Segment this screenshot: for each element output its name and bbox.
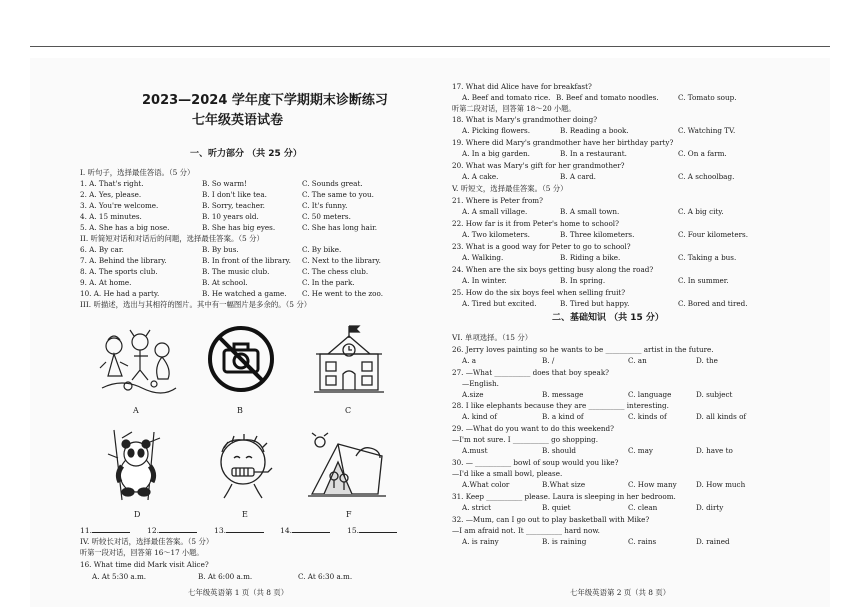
section1-heading: I. 听句子，选择最佳答语。（5 分） [80,168,195,177]
q29-reply: —I'm not sure. I __________ go shopping. [452,435,599,444]
page-2-footer: 七年级英语第 2 页（共 8 页） [570,588,671,597]
section6-heading: VI. 单项选择。（15 分） [452,333,533,342]
q27-reply: —English. [462,379,499,388]
question-21: 21. Where is Peter from? [452,196,543,205]
boy-brushing-teeth-icon [210,430,276,502]
pic-label-f: F [346,510,352,519]
section4-note: 听第一段对话，回答第 16～17 小题。 [80,548,204,557]
question-20: 20. What was Mary's gift for her grandmother? [452,161,625,170]
question-32: 32. —Mum, can I go out to play basketball with Mike? [452,515,650,524]
question-17: 17. What did Alice have for breakfast? [452,82,592,91]
answer-15[interactable]: 15. [347,524,397,535]
question-16: 16. What time did Mark visit Alice? [80,560,209,569]
section4-heading: IV. 听较长对话，选择最佳答案。（5 分） [80,537,214,546]
question-28: 28. I like elephants because they are __________ interesting. [452,401,669,410]
pic-label-e: E [242,510,248,519]
question-24: 24. When are the six boys getting busy along the road? [452,265,654,274]
section4-note2: 听第二段对话，回答第 18～20 小题。 [452,104,576,113]
question-29: 29. —What do you want to do this weekend? [452,424,614,433]
part2-heading: 二、基础知识 （共 15 分） [552,313,664,323]
q30-reply: —I'd like a small bowl, please. [452,469,563,478]
question-19: 19. Where did Mary's grandmother have her birthday party? [452,138,674,147]
section3-heading: III. 听描述，选出与其相符的图片。其中有一幅图片是多余的。（5 分） [80,300,312,309]
section5-heading: V. 听短文，选择最佳答案。（5 分） [452,184,568,193]
school-building-icon [314,324,384,396]
part1-heading: 一、听力部分 （共 25 分） [190,149,302,159]
children-playing-icon [98,326,178,398]
q32-reply: —I am afraid not. It __________ hard now. [452,526,600,535]
question-22: 22. How far is it from Peter's home to school? [452,219,619,228]
exam-title: 2023—2024 学年度下学期期末诊断练习 [142,93,388,108]
question-27: 27. —What __________ does that boy speak? [452,368,610,377]
answer-12[interactable]: 12. [147,524,197,535]
question-30: 30. — __________ bowl of soup would you like? [452,458,619,467]
panda-icon [104,428,170,502]
pic-label-b: B [237,406,243,415]
pic-label-d: D [134,510,141,519]
pic-label-a: A [133,406,139,415]
question-26: 26. Jerry loves painting so he wants to be __________ artist in the future. [452,345,714,354]
page-1-footer: 七年级英语第 1 页（共 8 页） [188,588,289,597]
exam-subtitle: 七年级英语试卷 [192,113,284,128]
top-rule [30,46,830,47]
section2-heading: II. 听简短对话和对话后的问题，选择最佳答案。（5 分） [80,234,264,243]
answer-14[interactable]: 14. [280,524,330,535]
pic-label-c: C [345,406,352,415]
answer-13[interactable]: 13. [214,524,264,535]
question-23: 23. What is a good way for Peter to go to school? [452,242,631,251]
no-photos-icon [206,324,276,394]
answer-11[interactable]: 11. [80,524,130,535]
question-18: 18. What is Mary's grandmother doing? [452,115,598,124]
exam-sheet: 2023—2024 学年度下学期期末诊断练习 七年级英语试卷 一、听力部分 （共 25 分） I. 听句子，选择最佳答语。（5 分） 1. A. That's right. B. So warm! C. Sounds great. 2. A. Yes, please. B. I don't like tea. C. The same to you. 3. A. You're welcome. B. Sorry, teacher. C. It's funny. 4. A. 15 minutes. B. 10 years old. C. 50 meters. 5. A. She has a big nose. B. She has big eyes. C. She has long hair. II. 听简短对话和对话后的问题，选择最佳答案。（5 分） 6. A. By car. B. By bus. C. By bike. 7. A. Behind the library. B. In front of the library. C. Next to the library. 8. A. The sports club. B. The music club. C. The chess club. 9. A. At home. B. At school. C. In the park. 10. A. He had a party. B. He watched a game. C. He went to the zoo. III. 听描述，选出与其相符的图片。其中有一幅图片是多余的。（5 分） A B C D E F 11. 12. 13. 14. 15. IV. 听较长对话，选择最佳答案。（5 分） 听第一段对话，回答第 16～17 小题。 16. What time did Mark visit Alice? A. At 5:30 a.m. B. At 6:00 a.m. C. At 6:30 a.m. 七年级英语第 1 页（共 8 页） 17. What did Alice have for breakfast? A. Beef and tomato rice. B. Beef and tomato noodles. C. Tomato soup. 听第二段对话，回答第 18～20 小题。 18. What is Mary's grandmother doing? A. Picking flowers. B. Reading a book. C. Watching TV. 19. Where did Mary's grandmother have her birthday party? A. In a big garden. B. In a restaurant. C. On a farm. 20. What was Mary's gift for her grandmother? A. A cake. B. A card. C. A schoolbag. V. 听短文，选择最佳答案。（5 分） 21. Where is Peter from? A. A small village. B. A small town. C. A big city. 22. How far is it from Peter's home to school? A. Two kilometers. B. Three kilometers. C. Four kilometers. 23. What is a good way for Peter to go to school? A. Walking. B. Riding a bike. C. Taking a bus. 24. When are the six boys getting busy along the road? A. In winter. B. In spring. C. In summer. 25. How do the six boys feel when selling fruit? A. Tired but excited. B. Tired but happy. C. Bored and tired. 二、基础知识 （共 15 分） VI. 单项选择。（15 分） 26. Jerry loves painting so he wants to be __________ artist in the future. A. a B. / C. an D. the 27. —What __________ does that boy speak? —English. A.size B. message C. language D. subject 28. I like elephants because they are __________ interesting. A. kind of B. a kind of C. kinds of D. all kinds of 29. —What do you want to do this weekend? —I'm not sure. I __________ go shopping. A.must B. should C. may D. have to 30. — __________ bowl of soup would you like? —I'd like a small bowl, please. A.What color B.What size C. How many D. How much 31. Keep __________ please. Laura is sleeping in her bedroom. A. strict B. quiet C. clean D. dirty 32. —Mum, can I go out to play basketball with Mike? —I am afraid not. It __________ hard now. A. is rainy B. is raining C. rains D. rained 七年级英语第 2 页（共 8 页） [30,58,830,607]
question-31: 31. Keep __________ please. Laura is sleeping in her bedroom. [452,492,676,501]
tent-camping-icon [308,432,386,500]
question-25: 25. How do the six boys feel when selling fruit? [452,288,626,297]
